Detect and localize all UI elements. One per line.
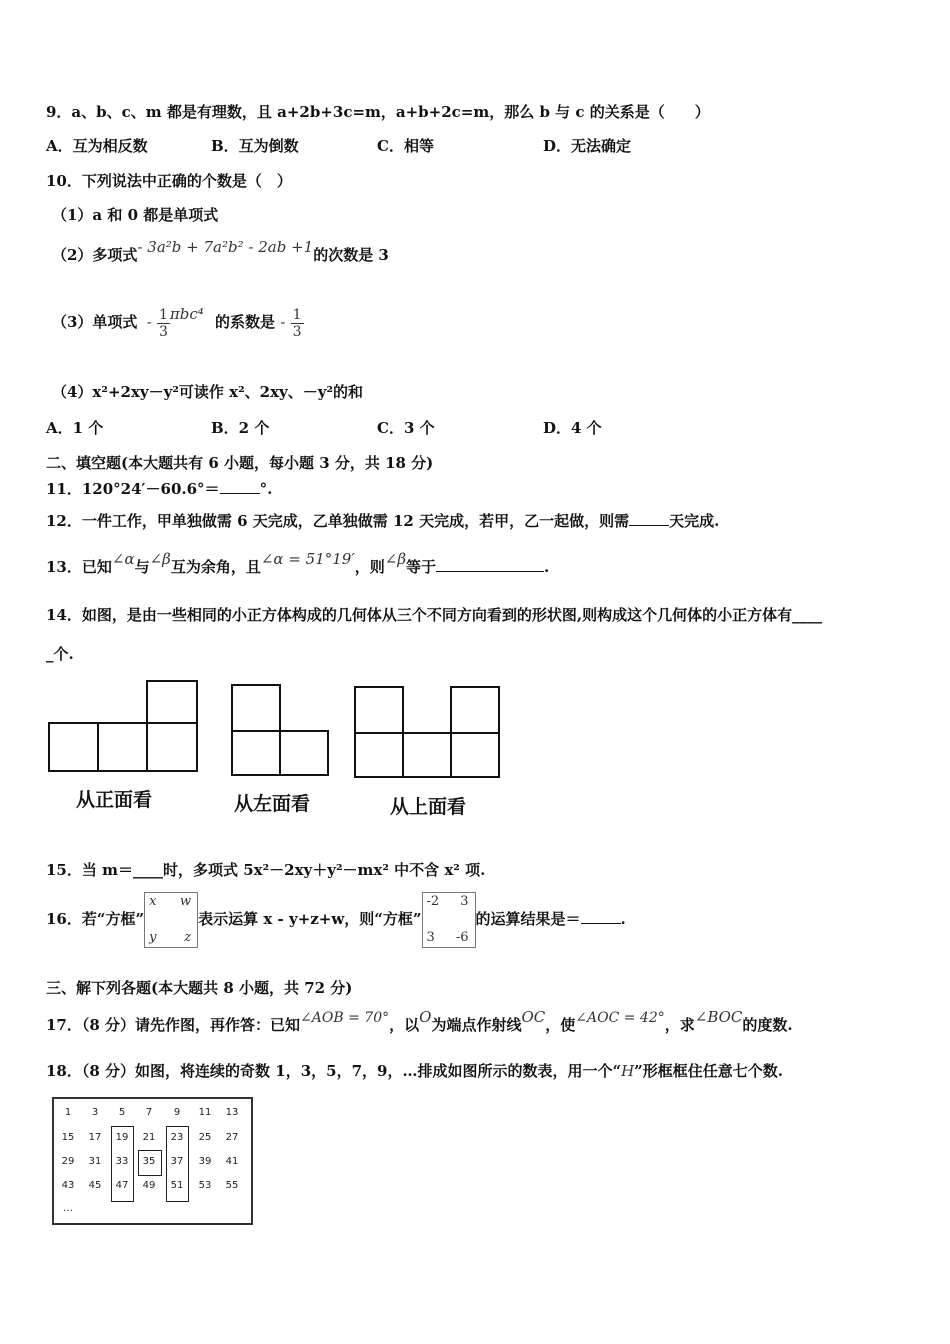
q15: 15．当 m＝____时，多项式 5x²－2xy＋y²－mx² 中不含 x² 项.	[46, 861, 486, 879]
front-view-caption: 从正面看	[76, 789, 153, 811]
q10-statement-2: （2）多项式- 3a²b + 7a²b² - 2ab +1的次数是 3	[52, 238, 389, 264]
q9-option-b: B．互为倒数	[211, 137, 299, 155]
answer-blank[interactable]	[629, 511, 669, 526]
section-2-heading: 二、填空题(本大题共有 6 小题，每小题 3 分，共 18 分)	[46, 454, 434, 472]
q14-line-1: 14．如图，是由一些相同的小正方体构成的几何体从三个不同方向看到的形状图,则构成这个几何体的小正方体有____	[46, 606, 823, 624]
q9-option-c: C．相等	[377, 137, 434, 155]
q16: 16．若“方框” x w y z 表示运算 x - y+z+w，则“方框” -2 3 3 -6 的运算结果是＝ .	[46, 890, 626, 948]
left-view-figure	[231, 684, 331, 776]
q10-statement-3: （3）单项式 - $\frac{1}{3}$ πbc⁴ 的系数是 - $\frac{1}{3}$	[52, 305, 302, 340]
fraction-one-third-answer: $\frac{1}{3}$	[292, 306, 302, 340]
answer-blank[interactable]	[220, 479, 260, 494]
q10-option-c: C．3 个	[377, 419, 435, 437]
box-operation-variables: x w y z	[144, 892, 198, 948]
odd-number-table: 1 3 5 7 9 11 13 15 17 19 21 23 25 27 29 31 33 35 37 39 41 43 45 47 49 51 53 55 …	[52, 1097, 253, 1225]
q10-option-b: B．2 个	[211, 419, 270, 437]
q11: 11．120°24′－60.6°＝ °.	[46, 480, 273, 498]
top-view-caption: 从上面看	[390, 796, 467, 818]
section-3-heading: 三、解下列各题(本大题共 8 小题，共 72 分)	[46, 979, 353, 997]
left-view-caption: 从左面看	[234, 793, 311, 815]
q10-option-a: A．1 个	[46, 419, 104, 437]
answer-blank[interactable]	[436, 557, 544, 572]
h-frame-left	[111, 1126, 134, 1202]
h-frame-right	[166, 1126, 189, 1202]
q10-statement-4: （4）x²+2xy－y²可读作 x²、2xy、－y²的和	[52, 383, 364, 401]
fraction-one-third: $\frac{1}{3}$	[159, 306, 168, 340]
answer-blank[interactable]	[581, 909, 621, 924]
polynomial-expression: - 3a²b + 7a²b² - 2ab +1	[137, 238, 314, 256]
q12: 12．一件工作，甲单独做需 6 天完成，乙单独做需 12 天完成，若甲，乙一起做，则需 天完成.	[46, 512, 720, 530]
q9-stem: 9．a、b、c、m 都是有理数，且 a+2b+3c=m，a+b+2c=m，那么 b 与 c 的关系是（ ）	[46, 103, 710, 121]
q18: 18．（8 分）如图，将连续的奇数 1，3，5，7，9，…排成如图所示的数表，用一个“H”形框框住任意七个数.	[46, 1062, 784, 1080]
q10-option-d: D．4 个	[543, 419, 602, 437]
q9-option-d: D．无法确定	[543, 137, 632, 155]
q10-statement-1: （1）a 和 0 都是单项式	[52, 206, 219, 224]
q14-line-2: _个.	[46, 645, 74, 663]
q17: 17．（8 分）请先作图，再作答：已知∠AOB = 70°，以O为端点作射线OC，使∠AOC = 42°，求∠BOC的度数.	[46, 1008, 793, 1034]
box-operation-values: -2 3 3 -6	[422, 892, 476, 948]
front-view-figure	[48, 680, 200, 772]
q10-stem: 10．下列说法中正确的个数是（ ）	[46, 172, 292, 190]
h-frame-center	[138, 1150, 162, 1176]
q9-option-a: A．互为相反数	[46, 137, 148, 155]
q13: 13．已知∠α与∠β互为余角，且∠α = 51°19′，则∠β等于 .	[46, 550, 550, 576]
top-view-figure	[354, 686, 500, 778]
